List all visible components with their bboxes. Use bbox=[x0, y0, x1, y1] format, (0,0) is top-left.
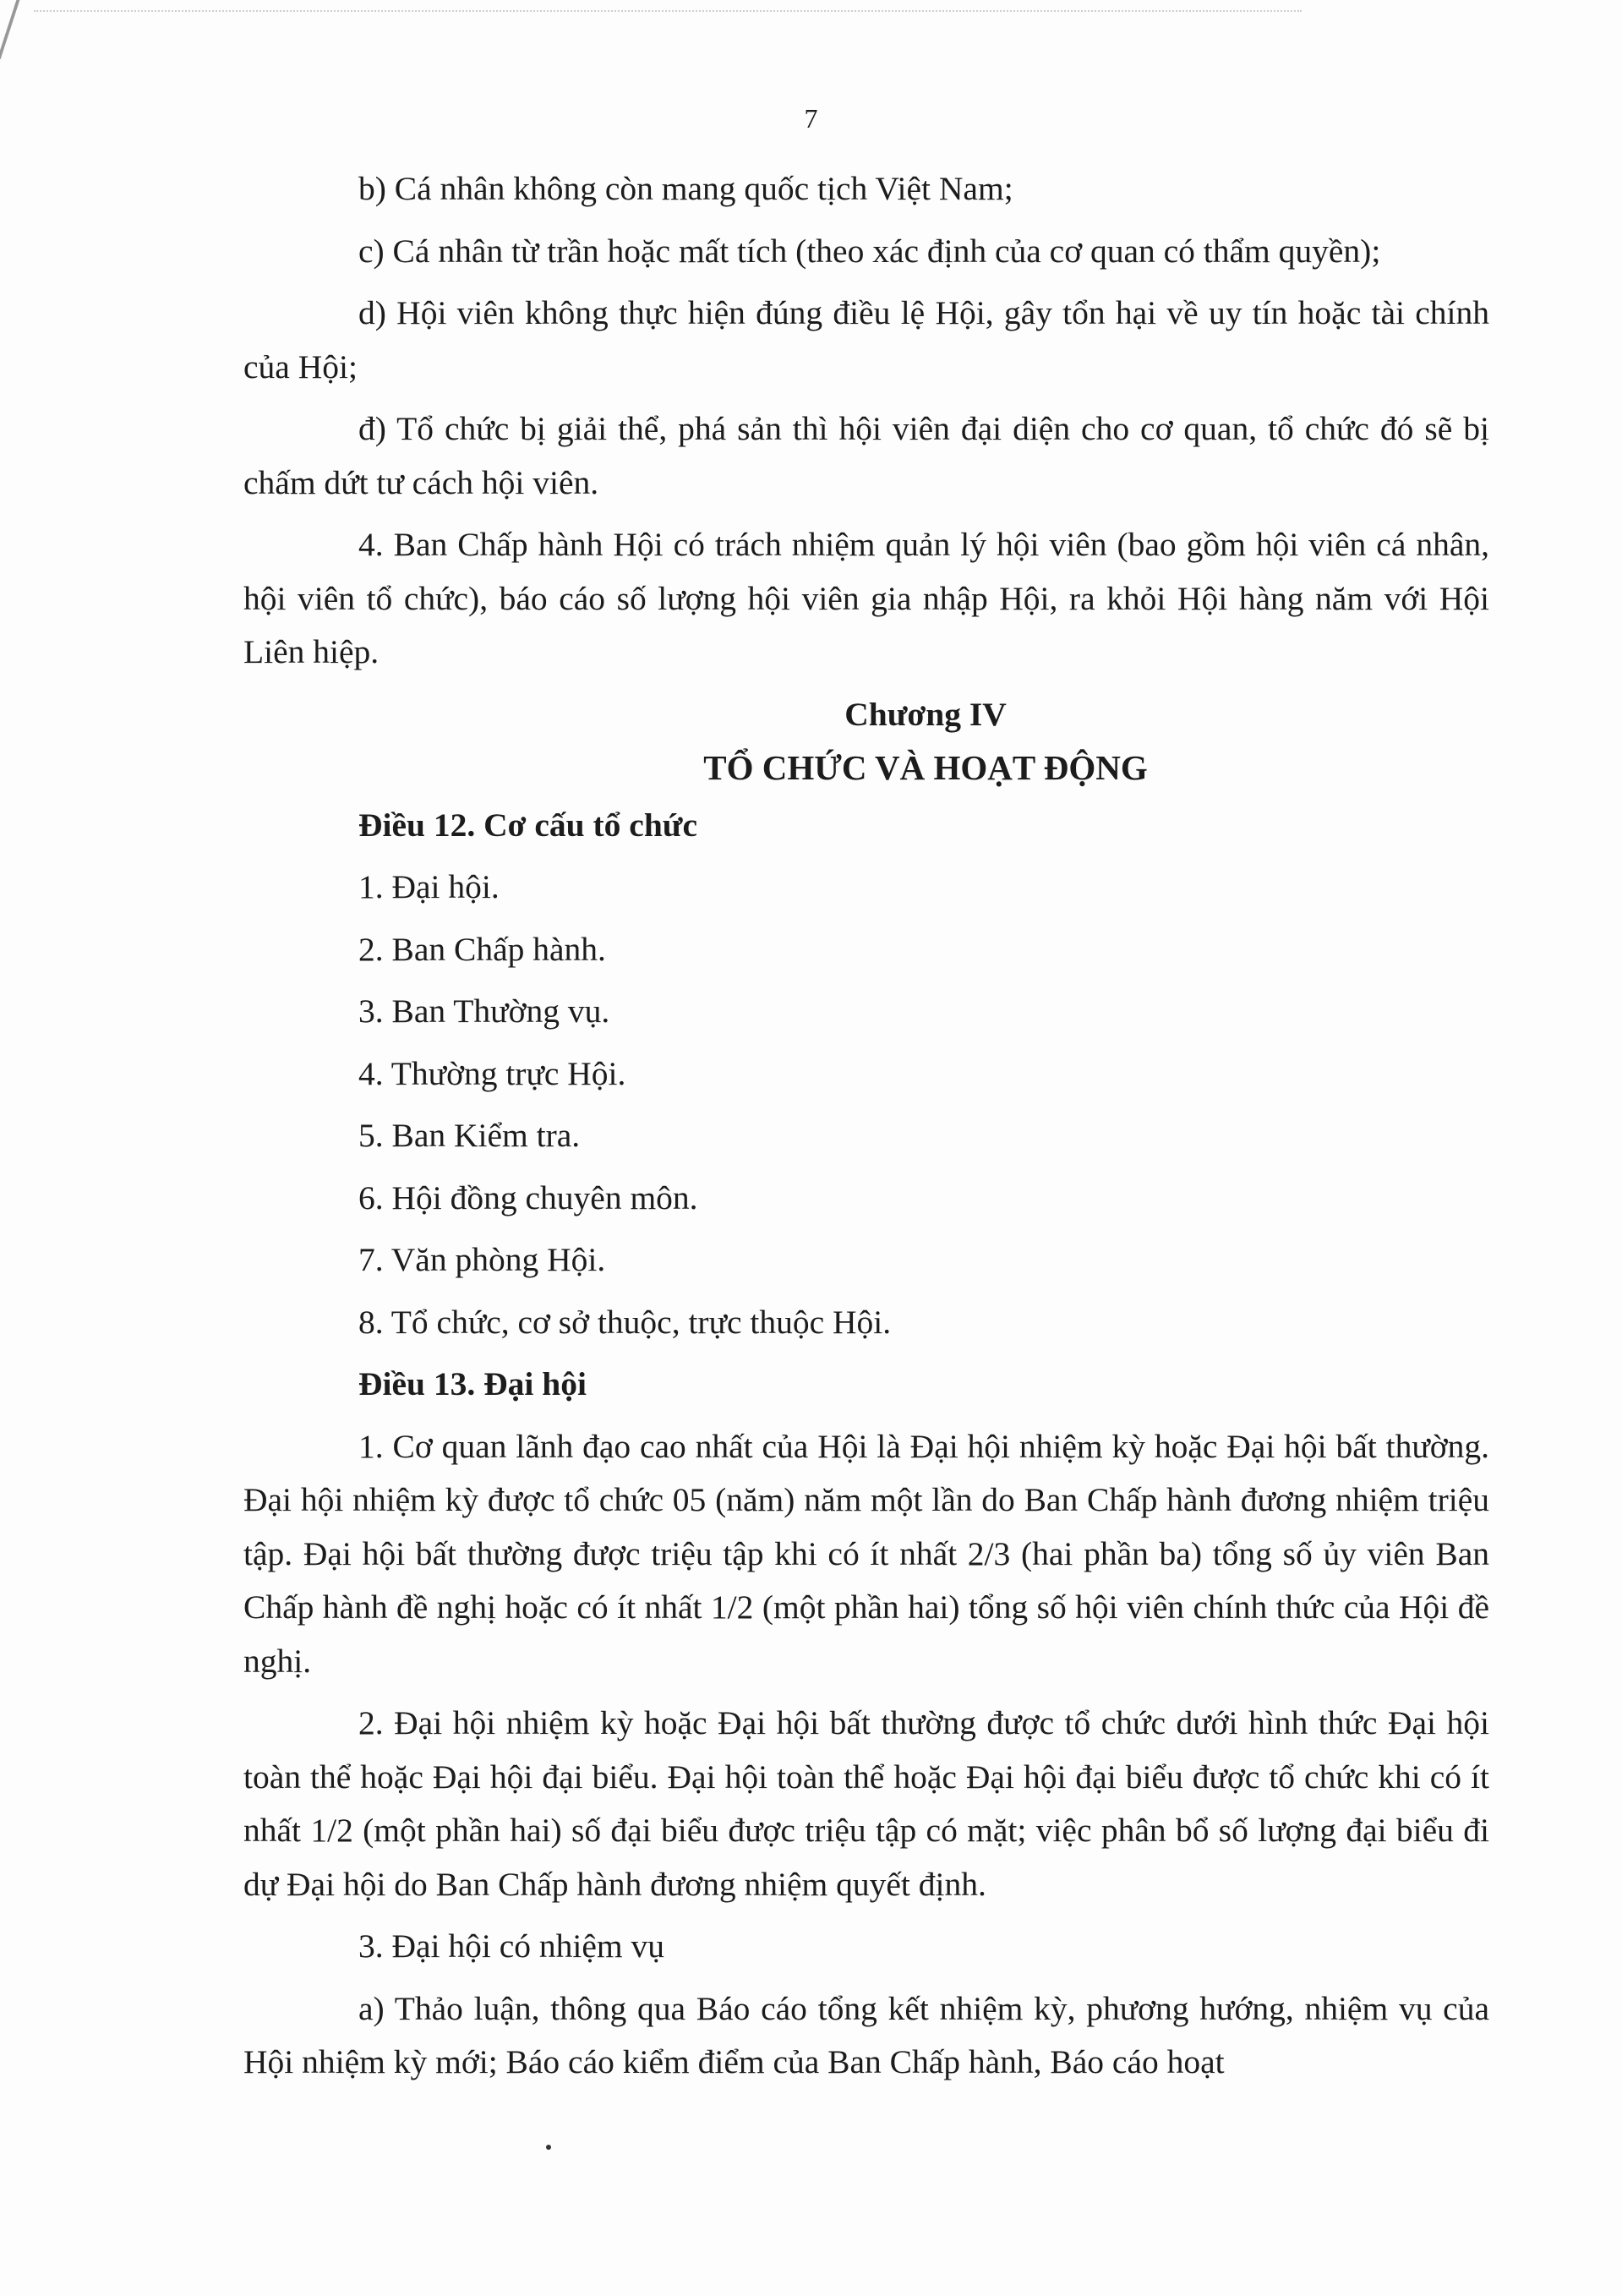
chapter-label: Chương IV bbox=[844, 695, 1007, 733]
list-item: 6. Hội đồng chuyên môn. bbox=[358, 1178, 698, 1216]
article-13-paragraph-2: 2. Đại hội nhiệm kỳ hoặc Đại hội bất thường được tổ chức dưới hình thức Đại hội toàn thể hoặc Đại hội đại biểu. Đại hội toàn thể hoặc Đại hội đại biểu được tổ chức khi có ít nhất 1/2 (một phần hai) số đại biểu được triệu tập có mặt; việc phân bổ số lượng đại biểu đi dự Đại hội do Ban Chấp hành đương nhiệm quyết định. bbox=[243, 1704, 1489, 1903]
paragraph-c: c) Cá nhân từ trần hoặc mất tích (theo xác định của cơ quan có thẩm quyền); bbox=[358, 232, 1381, 270]
list-item: 1. Đại hội. bbox=[358, 868, 500, 905]
list-item: 8. Tổ chức, cơ sở thuộc, trực thuộc Hội. bbox=[358, 1303, 892, 1341]
paragraph-dd: đ) Tổ chức bị giải thể, phá sản thì hội viên đại diện cho cơ quan, tổ chức đó sẽ bị chấm dứt tư cách hội viên. bbox=[243, 410, 1489, 501]
article-13-paragraph-a: a) Thảo luận, thông qua Báo cáo tổng kết nhiệm kỳ, phương hướng, nhiệm vụ của Hội nhiệm kỳ mới; Báo cáo kiểm điểm của Ban Chấp hành, Báo cáo hoạt bbox=[243, 1989, 1489, 2080]
list-item: 2. Ban Chấp hành. bbox=[358, 930, 606, 968]
list-item: 4. Thường trực Hội. bbox=[358, 1054, 626, 1092]
paragraph-4: 4. Ban Chấp hành Hội có trách nhiệm quản lý hội viên (bao gồm hội viên cá nhân, hội viên tổ chức), báo cáo số lượng hội viên gia nhập Hội, ra khỏi Hội hàng năm với Hội Liên hiệp. bbox=[243, 526, 1489, 670]
scan-artifact-line bbox=[34, 10, 1302, 14]
article-13-paragraph-1: 1. Cơ quan lãnh đạo cao nhất của Hội là Đại hội nhiệm kỳ hoặc Đại hội bất thường. Đại hội nhiệm kỳ được tổ chức 05 (năm) năm một lần do Ban Chấp hành đương nhiệm triệu tập. Đại hội bất thường được triệu tập khi có ít nhất 2/3 (hai phần ba) tổng số ủy viên Ban Chấp hành đề nghị hoặc có ít nhất 1/2 (một phần hai) tổng số hội viên chính thức của Hội đề nghị. bbox=[243, 1427, 1489, 1680]
document-body bbox=[243, 162, 1489, 2098]
page-number: 7 bbox=[804, 103, 818, 134]
chapter-title: TỔ CHỨC VÀ HOẠT ĐỘNG bbox=[703, 748, 1148, 787]
article-13-paragraph-3: 3. Đại hội có nhiệm vụ bbox=[358, 1927, 665, 1965]
article-12-heading: Điều 12. Cơ cấu tổ chức bbox=[358, 806, 698, 844]
list-item: 3. Ban Thường vụ. bbox=[358, 992, 610, 1030]
paragraph-d: d) Hội viên không thực hiện đúng điều lệ Hội, gây tổn hại về uy tín hoặc tài chính của Hội; bbox=[243, 294, 1489, 385]
list-item: 5. Ban Kiểm tra. bbox=[358, 1117, 581, 1154]
list-item: 7. Văn phòng Hội. bbox=[358, 1241, 606, 1278]
scan-artifact-mark bbox=[0, 0, 19, 59]
paragraph-b: b) Cá nhân không còn mang quốc tịch Việt Nam; bbox=[358, 170, 1013, 207]
article-13-heading: Điều 13. Đại hội bbox=[358, 1365, 587, 1402]
scan-artifact-dot bbox=[546, 2145, 551, 2150]
